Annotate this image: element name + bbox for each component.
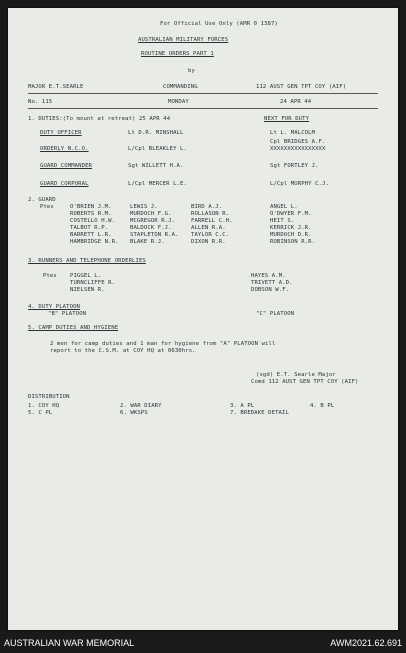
- guard-name: HEIT S.: [270, 218, 295, 224]
- runner-name: TURNCLIFFE R.: [70, 280, 116, 286]
- duty-label: ORDERLY N.C.O.: [40, 146, 89, 152]
- distribution-item: 1. COY HQ: [28, 403, 60, 409]
- guard-name: MURDOCH F.G.: [130, 211, 172, 217]
- guard-name: STAPLETON R.A.: [130, 232, 179, 238]
- distribution-item: 5. C PL: [28, 410, 53, 416]
- duty-label: GUARD CORPORAL: [40, 181, 89, 187]
- order-number: No. 115: [28, 99, 53, 105]
- guard-name: KERRICK J.R.: [270, 225, 312, 231]
- document-page: [8, 8, 398, 630]
- runner-name: PIGGEL L.: [70, 273, 102, 279]
- duty-label: GUARD COMMANDER: [40, 163, 93, 169]
- guard-name: ANGEL L.: [270, 204, 298, 210]
- order-day: MONDAY: [168, 99, 189, 105]
- duty-label: DUTY OFFICER: [40, 130, 82, 136]
- by-line: by: [188, 68, 195, 74]
- runner-name: HAYES A.M.: [251, 273, 286, 279]
- runner-name: TRIVETT A.D.: [251, 280, 293, 286]
- runner-name: DOBSON W.F.: [251, 287, 290, 293]
- distribution-item: 6. WKSPS: [120, 410, 148, 416]
- guard-name: TAYLOR C.C.: [191, 232, 230, 238]
- duty-platoon-heading: 4. DUTY PLATOON: [28, 304, 81, 310]
- heading-rule: [28, 93, 378, 94]
- camp-duties-text: 2 men for camp duties and 1 man for hygiene from "A" PLATOON will: [50, 341, 276, 347]
- camp-duties-text: report to the C.S.M. at COY HQ at 0630hrs.: [50, 348, 196, 354]
- guard-name: ROBINSON R.R.: [270, 239, 316, 245]
- guard-name: DIXON R.R.: [191, 239, 226, 245]
- guard-name: ALLEN R.A.: [191, 225, 226, 231]
- ptes-label: Ptes: [40, 204, 54, 210]
- duty-value: L/Cpl BLEAKLEY L.: [128, 146, 187, 152]
- distribution-item: 4. B PL: [310, 403, 335, 409]
- guard-heading: 2. GUARD: [28, 197, 56, 203]
- signature-line: (sgd) E.T. Searle Major: [256, 372, 336, 378]
- guard-name: COSTELLO H.W.: [70, 218, 116, 224]
- guard-name: BALDOCK F.J.: [130, 225, 172, 231]
- guard-name: TALBOT R.P.: [70, 225, 109, 231]
- guard-name: BARRETT L.R.: [70, 232, 112, 238]
- duties-heading: 1. DUTIES:(To mount at retreat) 25 APR 44: [28, 116, 171, 122]
- footer-accession-number: AWM2021.62.691: [330, 638, 402, 648]
- number-rule: [28, 108, 378, 109]
- force-heading: AUSTRALIAN MILITARY FORCES: [138, 37, 229, 43]
- archive-footer: [0, 632, 406, 653]
- next-for-duty-heading: NEXT FOR DUTY: [264, 116, 310, 122]
- runner-name: NIELSEN R.: [70, 287, 105, 293]
- commanding-label: COMMANDING: [163, 84, 198, 90]
- duty-platoon: "B" PLATOON: [48, 311, 87, 317]
- distribution-item: 2. WAR DIARY: [120, 403, 162, 409]
- guard-name: ROBERTS R.M.: [70, 211, 112, 217]
- duty-value: Lt D.R. MINSHALL: [128, 130, 184, 136]
- distribution-heading: DISTRIBUTION: [28, 394, 70, 400]
- official-use-line: For Official Use Only (AMR 0 1387): [160, 21, 278, 27]
- guard-name: HAMBRIDGE N.R.: [70, 239, 119, 245]
- guard-name: BLAKE R.J.: [130, 239, 165, 245]
- camp-duties-heading: 5. CAMP DUTIES AND HYGIENE: [28, 325, 119, 331]
- guard-name: FARRELL C.H.: [191, 218, 233, 224]
- struck-through-text: XXXXXXXXXXXXXXXX: [270, 146, 326, 152]
- signature-unit: Comd 112 AUST GEN TPT COY (AIF): [251, 379, 359, 385]
- guard-name: BIRD A.J.: [191, 204, 223, 210]
- duty-next: Sgt FORTLEY J.: [270, 163, 319, 169]
- duty-next: L/Cpl MURPHY C.J.: [270, 181, 329, 187]
- distribution-item: 3. A PL: [230, 403, 255, 409]
- duty-next: Lt L. MALCOLM: [270, 130, 316, 136]
- ptes-label: Ptes: [43, 273, 57, 279]
- guard-name: O'BRIEN J.M.: [70, 204, 112, 210]
- next-platoon: "C" PLATOON: [256, 311, 295, 317]
- order-date: 24 APR 44: [280, 99, 312, 105]
- routine-orders-heading: ROUTINE ORDERS PART 1: [141, 51, 214, 57]
- footer-institution: AUSTRALIAN WAR MEMORIAL: [4, 638, 135, 648]
- guard-name: LEWIS J.: [130, 204, 158, 210]
- guard-name: MCGREGOR R.J.: [130, 218, 176, 224]
- guard-name: MURDOCH D.R.: [270, 232, 312, 238]
- duty-value: L/Cpl MERCER L.E.: [128, 181, 187, 187]
- distribution-item: 7. BREDAKE DETAIL: [230, 410, 289, 416]
- guard-name: O'DWYER F.M.: [270, 211, 312, 217]
- officer-name: MAJOR E.T.SEARLE: [28, 84, 84, 90]
- unit-name: 112 AUST GEN TPT COY (AIF): [256, 84, 347, 90]
- duty-next: Cpl BRIDGES A.F.: [270, 139, 326, 145]
- runners-heading: 3. RUNNERS AND TELEPHONE ORDERLIES: [28, 258, 146, 264]
- guard-name: ROLLASON R.: [191, 211, 230, 217]
- duty-value: Sgt WILLETT H.A.: [128, 163, 184, 169]
